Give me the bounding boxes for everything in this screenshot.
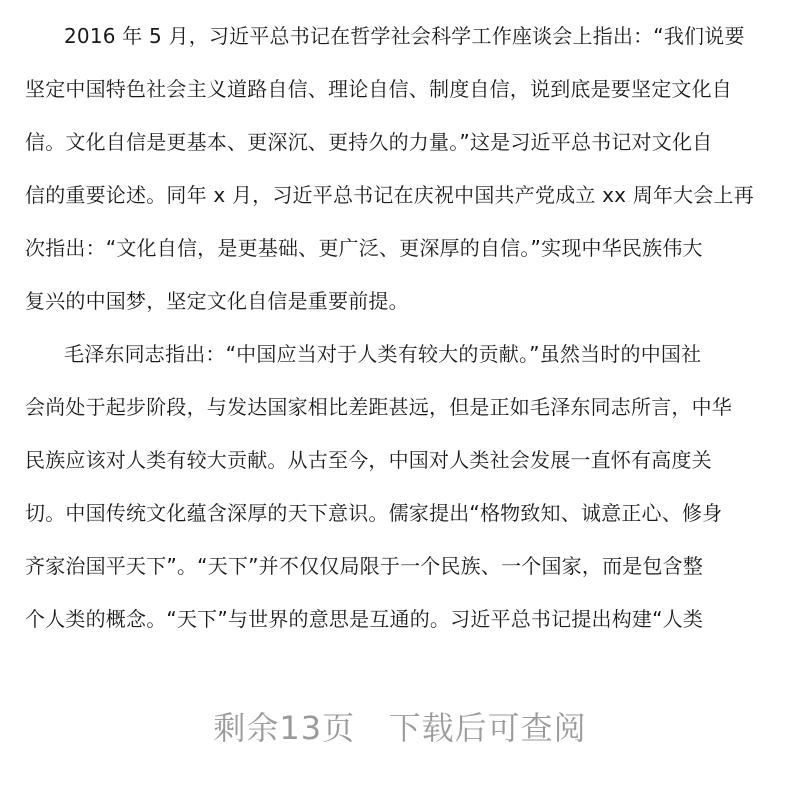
paragraph-1-line-4: 信的重要论述。同年 x 月，习近平总书记在庆祝中国共产党成立 xx 周年大会上再 (25, 183, 754, 207)
paragraph-2-line-4: 切。中国传统文化蕴含深厚的天下意识。儒家提出“格物致知、诚意正心、修身 (25, 501, 723, 525)
paragraph-2-line-6: 个人类的概念。“天下”与世界的意思是互通的。习近平总书记提出构建“人类 (25, 607, 704, 631)
paragraph-1-line-5: 次指出：“文化自信，是更基础、更广泛、更深厚的自信。”实现中华民族伟大 (25, 236, 703, 260)
paragraph-2-line-2: 会尚处于起步阶段，与发达国家相比差距甚远，但是正如毛泽东同志所言，中华 (25, 395, 732, 419)
paragraph-2-line-3: 民族应该对人类有较大贡献。从古至今，中国对人类社会发展一直怀有高度关 (25, 448, 712, 472)
remaining-pages-banner[interactable]: 剩余13页 下载后可查阅 (213, 709, 587, 747)
paragraph-1-line-6: 复兴的中国梦，坚定文化自信是重要前提。 (25, 289, 409, 313)
paragraph-1-line-3: 信。文化自信是更基本、更深沉、更持久的力量。”这是习近平总书记对文化自 (25, 130, 713, 154)
paragraph-1-line-2: 坚定中国特色社会主义道路自信、理论自信、制度自信，说到底是要坚定文化自 (25, 77, 732, 101)
paragraph-2-line-5: 齐家治国平天下”。“天下”并不仅仅局限于一个民族、一个国家，而是包含整 (25, 554, 704, 578)
paragraph-1-line-1: 2016 年 5 月，习近平总书记在哲学社会科学工作座谈会上指出：“我们说要 (64, 24, 745, 48)
paragraph-2-line-1: 毛泽东同志指出：“中国应当对于人类有较大的贡献。”虽然当时的中国社 (64, 342, 702, 366)
